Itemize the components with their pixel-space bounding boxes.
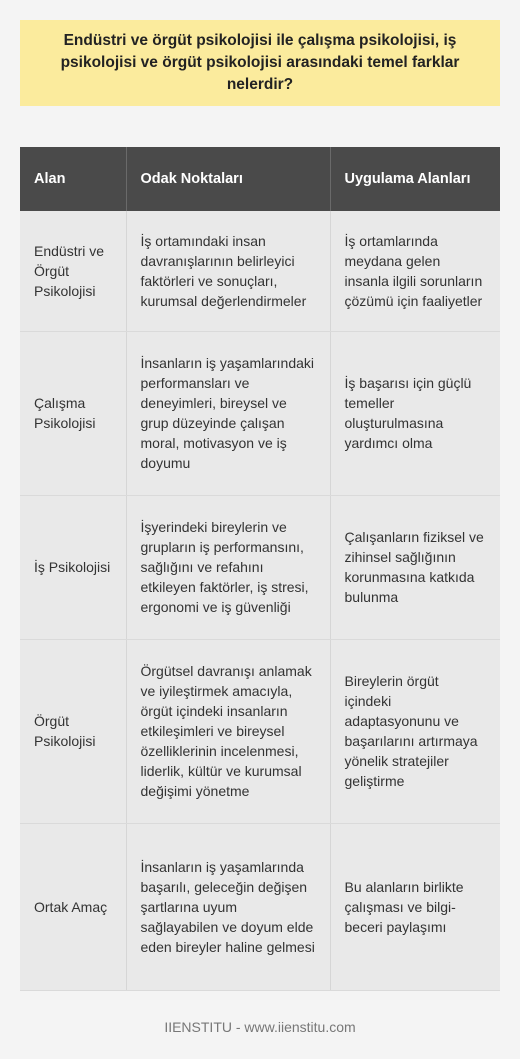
cell-odak: Örgütsel davranışı anlamak ve iyileştirmek amacıyla, örgüt içindeki insanların etkileşimleri ve bireysel özelliklerinin incelenmesi, liderlik, kültür ve kurumsal değişimi yönetme	[126, 639, 330, 823]
header-odak-noktalari: Odak Noktaları	[126, 147, 330, 211]
cell-alan: Çalışma Psikolojisi	[20, 331, 126, 495]
cell-odak: İş ortamındaki insan davranışlarının belirleyici faktörleri ve sonuçları, kurumsal değerlendirmeler	[126, 211, 330, 331]
page-title: Endüstri ve örgüt psikolojisi ile çalışma psikolojisi, iş psikolojisi ve örgüt psikolojisi arasındaki temel farklar nelerdir?	[60, 32, 460, 93]
cell-odak: İşyerindeki bireylerin ve grupların iş performansını, sağlığını ve refahını etkileyen faktörler, iş stresi, ergonomi ve iş güvenliği	[126, 495, 330, 639]
cell-uygulama: Bireylerin örgüt içindeki adaptasyonunu ve başarılarını artırmaya yönelik stratejiler geliştirme	[330, 639, 500, 823]
cell-odak: İnsanların iş yaşamlarında başarılı, geleceğin değişen şartlarına uyum sağlayabilen ve doyum elde eden bireyler haline gelmesi	[126, 823, 330, 990]
cell-uygulama: Çalışanların fiziksel ve zihinsel sağlığının korunmasına katkıda bulunma	[330, 495, 500, 639]
table-row	[20, 331, 500, 495]
cell-alan: Ortak Amaç	[20, 823, 126, 990]
cell-alan: İş Psikolojisi	[20, 495, 126, 639]
comparison-table	[20, 147, 500, 991]
table-row	[20, 211, 500, 331]
table-row	[20, 639, 500, 823]
cell-alan: Örgüt Psikolojisi	[20, 639, 126, 823]
cell-uygulama: Bu alanların birlikte çalışması ve bilgi-beceri paylaşımı	[330, 823, 500, 990]
footer-credit: IIENSTITU - www.iienstitu.com	[164, 1019, 356, 1035]
title-box	[20, 20, 500, 106]
cell-alan: Endüstri ve Örgüt Psikolojisi	[20, 211, 126, 331]
header-uygulama-alanlari: Uygulama Alanları	[330, 147, 500, 211]
cell-odak: İnsanların iş yaşamlarındaki performansları ve deneyimleri, bireysel ve grup düzeyinde çalışan moral, motivasyon ve iş doyumu	[126, 331, 330, 495]
cell-uygulama: İş ortamlarında meydana gelen insanla ilgili sorunların çözümü için faaliyetler	[330, 211, 500, 331]
table-row	[20, 823, 500, 990]
table-header-row	[20, 147, 500, 211]
header-alan: Alan	[20, 147, 126, 211]
cell-uygulama: İş başarısı için güçlü temeller oluşturulmasına yardımcı olma	[330, 331, 500, 495]
table-row	[20, 495, 500, 639]
